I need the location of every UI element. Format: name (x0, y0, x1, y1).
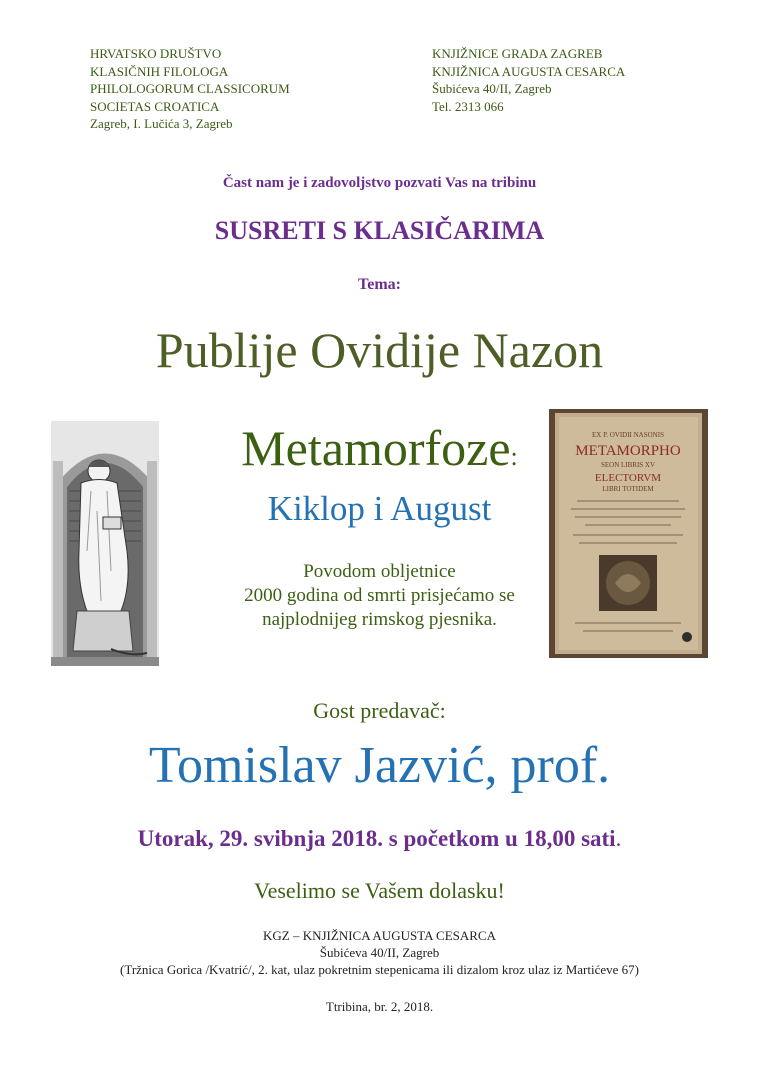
org-address: Zagreb, I. Lučića 3, Zagreb (90, 116, 233, 131)
theme-label: Tema: (358, 276, 401, 293)
org-line: SOCIETAS CROATICA (90, 98, 220, 114)
lecture-subtitle: Kiklop i August (267, 489, 492, 528)
header-left-organization (90, 45, 290, 133)
occasion-line: Povodom obljetnice (303, 561, 456, 582)
date-line (0, 824, 759, 854)
book-cover-line1: EX P. OVIDII NASONIS (592, 431, 664, 439)
guest-name: Tomislav Jazvić, prof. (148, 737, 611, 794)
book-cover-line2: METAMORPHO (575, 443, 681, 459)
poet-name: Publije Ovidije Nazon (155, 322, 604, 378)
invitation-text: Čast nam je i zadovoljstvo pozvati Vas na tribinu (222, 175, 537, 191)
occasion-line: najplodnijeg rimskog pjesnika. (262, 609, 497, 630)
library-phone: Tel. 2313 066 (432, 98, 504, 114)
guest-label: Gost predavač: (313, 698, 446, 723)
book-cover-line5: LIBRI TOTIDEM (602, 485, 654, 493)
book-cover-line3: SEON LIBRIS XV (600, 461, 656, 469)
library-line: KNJIŽNICE GRADA ZAGREB (432, 46, 603, 61)
book-cover-illustration (549, 409, 708, 658)
footer-text: Ttribina, br. 2, 2018. (325, 999, 434, 1014)
library-line: KNJIŽNICA AUGUSTA CESARCA (432, 63, 626, 79)
library-address: Šubićeva 40/II, Zagreb (432, 81, 552, 96)
work-title-colon: : (510, 442, 518, 471)
work-title-text: Metamorfoze (241, 420, 511, 476)
venue-line1: KGZ – KNJIŽNICA AUGUSTA CESARCA (263, 928, 496, 943)
venue-line3: (Tržnica Gorica /Kvatrić/, 2. kat, ulaz pokretnim stepenicama ili dizalom kroz ulaz iz Martićeve 67) (120, 962, 639, 977)
welcome-text: Veselimo se Vašem dolasku! (254, 878, 505, 903)
date-period: . (615, 826, 622, 851)
metamorphoses-book-image (549, 409, 708, 658)
series-title: SUSRETI S KLASIČARIMA (214, 216, 545, 245)
org-line: HRVATSKO DRUŠTVO (90, 46, 222, 61)
header-right-library (432, 45, 625, 115)
org-line: PHILOLOGORUM CLASSICORUM (90, 81, 290, 96)
org-line: KLASIČNIH FILOLOGA (90, 63, 229, 79)
occasion-line: 2000 godina od smrti prisjećamo se (244, 585, 515, 606)
book-cover-line4: ELECTORVM (594, 472, 662, 484)
venue-line2: Šubićeva 40/II, Zagreb (319, 945, 440, 960)
date-time-text: Utorak, 29. svibnja 2018. s početkom u 18,00 sati (137, 826, 616, 851)
